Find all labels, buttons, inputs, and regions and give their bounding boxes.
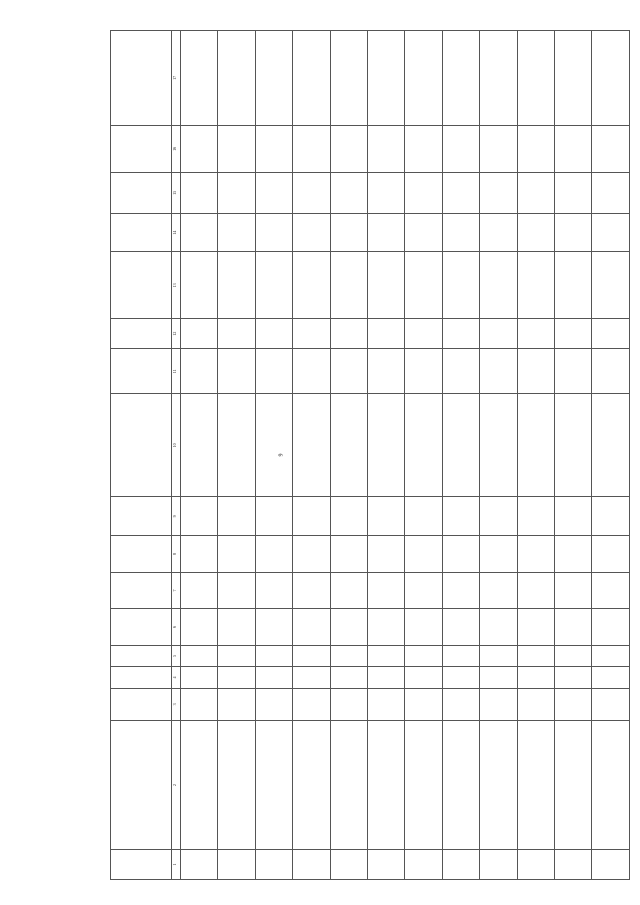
table-cell [555, 688, 592, 720]
table-cell [592, 720, 630, 849]
column-number: 14 [172, 213, 181, 252]
table-cell [181, 252, 218, 319]
table-cell [255, 609, 292, 646]
table-cell [181, 125, 218, 172]
column-header [111, 394, 172, 497]
table-cell [181, 213, 218, 252]
table-cell [517, 394, 554, 497]
table-cell [405, 609, 442, 646]
table-cell [405, 31, 442, 126]
table-cell [368, 720, 405, 849]
column-number: 4 [172, 667, 181, 688]
table-cell [255, 688, 292, 720]
table-cell [555, 319, 592, 349]
table-cell [480, 720, 517, 849]
table-cell [592, 536, 630, 573]
table-row [405, 31, 442, 880]
table-cell [255, 213, 292, 252]
table-cell [517, 31, 554, 126]
column-header [111, 349, 172, 394]
column-header [111, 252, 172, 319]
table-cell [405, 536, 442, 573]
table-cell [330, 213, 367, 252]
table-cell [181, 497, 218, 536]
table-cell [555, 667, 592, 688]
table-cell [480, 213, 517, 252]
table-cell [293, 688, 330, 720]
table-cell [405, 849, 442, 879]
column-header [111, 213, 172, 252]
table-cell [517, 645, 554, 666]
table-cell [442, 349, 479, 394]
table-cell [592, 849, 630, 879]
column-header [111, 688, 172, 720]
column-header [111, 172, 172, 213]
table-cell [555, 125, 592, 172]
table-row [181, 31, 218, 880]
table-cell [592, 252, 630, 319]
column-number: 17 [172, 31, 181, 126]
table-cell [555, 849, 592, 879]
column-number: 8 [172, 536, 181, 573]
table-cell [480, 572, 517, 609]
table-cell [480, 252, 517, 319]
table-cell [442, 319, 479, 349]
table-cell [181, 31, 218, 126]
table-cell [555, 720, 592, 849]
table-row [442, 31, 479, 880]
table-cell [218, 319, 255, 349]
column-header [111, 319, 172, 349]
table-cell [330, 720, 367, 849]
table-cell [293, 720, 330, 849]
table-cell [480, 172, 517, 213]
table-cell [255, 645, 292, 666]
table-cell [368, 645, 405, 666]
column-number: 15 [172, 172, 181, 213]
table-cell [555, 31, 592, 126]
table-cell [293, 394, 330, 497]
table-cell [442, 849, 479, 879]
table-cell [293, 31, 330, 126]
table-cell [405, 125, 442, 172]
table-row [480, 31, 517, 880]
table-cell [405, 497, 442, 536]
table-cell [405, 645, 442, 666]
column-number: 12 [172, 319, 181, 349]
table-cell [592, 572, 630, 609]
table-row [293, 31, 330, 880]
table-cell [255, 394, 292, 497]
table-cell [442, 394, 479, 497]
table-cell [555, 645, 592, 666]
table-cell [405, 349, 442, 394]
table-cell [555, 536, 592, 573]
table-cell [442, 252, 479, 319]
table-cell [368, 572, 405, 609]
table-cell [218, 849, 255, 879]
table-cell [218, 720, 255, 849]
table-cell [293, 849, 330, 879]
table-cell [592, 349, 630, 394]
table-cell [480, 849, 517, 879]
table-cell [480, 125, 517, 172]
column-number-row [172, 31, 181, 880]
table-cell [517, 319, 554, 349]
table-cell [592, 213, 630, 252]
column-number: 11 [172, 349, 181, 394]
table-cell [255, 667, 292, 688]
table-cell [442, 172, 479, 213]
table-cell [293, 497, 330, 536]
table-cell [442, 609, 479, 646]
table-cell [368, 688, 405, 720]
table-cell [218, 31, 255, 126]
table-cell [181, 349, 218, 394]
table-cell [181, 609, 218, 646]
table-cell [330, 125, 367, 172]
table-cell [218, 252, 255, 319]
column-header [111, 849, 172, 879]
table-cell [255, 497, 292, 536]
table-cell [255, 319, 292, 349]
table-cell [480, 688, 517, 720]
table-cell [480, 497, 517, 536]
table-cell [592, 609, 630, 646]
table-cell [592, 645, 630, 666]
table-cell [442, 720, 479, 849]
column-number: 5 [172, 645, 181, 666]
table-cell [330, 609, 367, 646]
table-row [517, 31, 554, 880]
table-cell [293, 252, 330, 319]
table-cell [255, 252, 292, 319]
table-cell [555, 172, 592, 213]
table-body [181, 31, 630, 880]
table-cell [517, 536, 554, 573]
table-cell [592, 31, 630, 126]
table-cell [293, 572, 330, 609]
table-cell [480, 536, 517, 573]
column-header [111, 31, 172, 126]
table-cell [517, 572, 554, 609]
table-cell [368, 125, 405, 172]
table-cell [293, 645, 330, 666]
table-cell [181, 667, 218, 688]
table-cell [330, 667, 367, 688]
table-cell [517, 213, 554, 252]
table-cell [442, 645, 479, 666]
table-cell [517, 720, 554, 849]
table-cell [555, 497, 592, 536]
table-cell [405, 688, 442, 720]
table-cell [480, 609, 517, 646]
column-header [111, 536, 172, 573]
table-cell [368, 31, 405, 126]
table-cell [442, 688, 479, 720]
table-cell [405, 213, 442, 252]
table-cell [442, 667, 479, 688]
table-cell [368, 394, 405, 497]
table-cell [293, 667, 330, 688]
table-cell [330, 536, 367, 573]
table-cell [592, 394, 630, 497]
table-cell [480, 319, 517, 349]
table-cell [330, 252, 367, 319]
table-row [255, 31, 292, 880]
table-cell [517, 667, 554, 688]
table-cell [480, 349, 517, 394]
capital-repair-table [110, 30, 630, 880]
table-cell [330, 688, 367, 720]
column-header [111, 572, 172, 609]
table-cell [330, 645, 367, 666]
table-cell [405, 667, 442, 688]
table-cell [218, 213, 255, 252]
table-cell [330, 572, 367, 609]
table-cell [368, 172, 405, 213]
table-cell [555, 394, 592, 497]
table-cell [218, 609, 255, 646]
table-cell [405, 252, 442, 319]
table-cell [293, 172, 330, 213]
column-header [111, 609, 172, 646]
table-row [218, 31, 255, 880]
table-cell [218, 125, 255, 172]
table-cell [405, 319, 442, 349]
column-number: 9 [172, 497, 181, 536]
table-cell [255, 572, 292, 609]
table-cell [592, 125, 630, 172]
column-header [111, 667, 172, 688]
table-cell [330, 849, 367, 879]
table-cell [218, 172, 255, 213]
table-cell [592, 688, 630, 720]
table-cell [517, 349, 554, 394]
table-row [592, 31, 630, 880]
table-row [330, 31, 367, 880]
table-cell [218, 645, 255, 666]
table-cell [368, 667, 405, 688]
table-cell [592, 172, 630, 213]
table-cell [255, 31, 292, 126]
table-cell [480, 645, 517, 666]
table-cell [181, 688, 218, 720]
table-cell [592, 667, 630, 688]
table-cell [181, 394, 218, 497]
table-cell [555, 213, 592, 252]
table-cell [442, 31, 479, 126]
column-number: 1 [172, 849, 181, 879]
column-number: 16 [172, 125, 181, 172]
table-cell [293, 213, 330, 252]
table-cell [181, 720, 218, 849]
table-cell [555, 349, 592, 394]
column-header [111, 645, 172, 666]
table-cell [442, 125, 479, 172]
table-cell [181, 572, 218, 609]
table-cell [330, 31, 367, 126]
table-cell [517, 252, 554, 319]
table-cell [592, 497, 630, 536]
table-cell [405, 172, 442, 213]
table-cell [480, 667, 517, 688]
table-cell [480, 31, 517, 126]
table-cell [517, 849, 554, 879]
table-cell [293, 349, 330, 394]
table-header-row [111, 31, 172, 880]
table-cell [442, 572, 479, 609]
table-container [110, 30, 630, 880]
table-cell [480, 394, 517, 497]
column-number: 10 [172, 394, 181, 497]
table-cell [330, 394, 367, 497]
table-cell [405, 720, 442, 849]
table-cell [368, 319, 405, 349]
table-cell [405, 572, 442, 609]
table-cell [517, 125, 554, 172]
table-cell [218, 572, 255, 609]
table-cell [517, 688, 554, 720]
table-cell [181, 172, 218, 213]
table-cell [592, 319, 630, 349]
table-cell [218, 667, 255, 688]
table-cell [405, 394, 442, 497]
column-number: 7 [172, 572, 181, 609]
table-cell [555, 609, 592, 646]
table-cell [255, 536, 292, 573]
table-cell [218, 394, 255, 497]
table-cell [293, 536, 330, 573]
table-cell [293, 609, 330, 646]
column-number: 6 [172, 609, 181, 646]
table-row [555, 31, 592, 880]
table-cell [517, 172, 554, 213]
column-header [111, 125, 172, 172]
column-header [111, 497, 172, 536]
table-cell [368, 609, 405, 646]
table-cell [293, 319, 330, 349]
table-cell [181, 645, 218, 666]
table-cell [330, 319, 367, 349]
table-cell [368, 536, 405, 573]
table-cell [555, 252, 592, 319]
column-number: 3 [172, 688, 181, 720]
table-cell [368, 849, 405, 879]
table-cell [181, 536, 218, 573]
table-cell [442, 213, 479, 252]
page-number: 9 [278, 453, 285, 457]
table-cell [442, 536, 479, 573]
table-cell [255, 125, 292, 172]
table-cell [293, 125, 330, 172]
table-cell [368, 213, 405, 252]
table-cell [255, 849, 292, 879]
column-number: 2 [172, 720, 181, 849]
column-number: 13 [172, 252, 181, 319]
table-cell [181, 849, 218, 879]
table-cell [330, 497, 367, 536]
column-header [111, 720, 172, 849]
table-cell [555, 572, 592, 609]
table-cell [368, 349, 405, 394]
table-cell [517, 609, 554, 646]
table-cell [517, 497, 554, 536]
table-cell [330, 349, 367, 394]
table-cell [218, 349, 255, 394]
table-cell [218, 497, 255, 536]
table-cell [330, 172, 367, 213]
table-cell [255, 172, 292, 213]
table-cell [442, 497, 479, 536]
table-cell [218, 688, 255, 720]
table-cell [181, 319, 218, 349]
table-cell [368, 497, 405, 536]
table-cell [368, 252, 405, 319]
table-cell [255, 720, 292, 849]
table-row [368, 31, 405, 880]
table-cell [255, 349, 292, 394]
table-cell [218, 536, 255, 573]
